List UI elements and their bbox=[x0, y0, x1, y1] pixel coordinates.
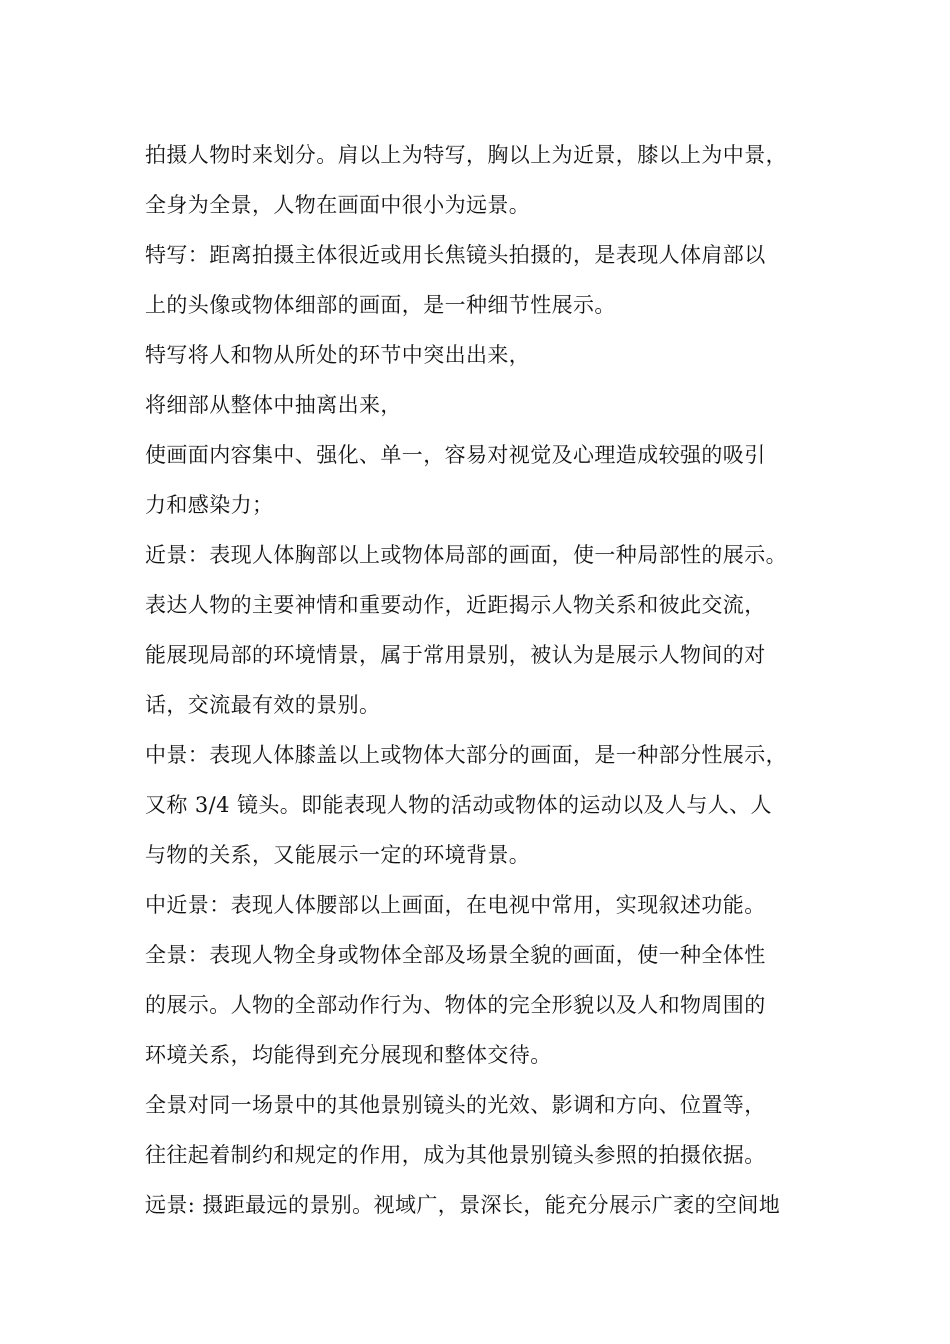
text-line: 表达人物的主要神情和重要动作，近距揭示人物关系和彼此交流， bbox=[145, 593, 766, 617]
text-line: 近景：表现人体胸部以上或物体局部的画面，使一种局部性的展示。 bbox=[145, 543, 787, 567]
text-line: 全身为全景，人物在画面中很小为远景。 bbox=[145, 193, 531, 217]
text-line: 往往起着制约和规定的作用，成为其他景别镜头参照的拍摄依据。 bbox=[145, 1143, 766, 1167]
text-line: 与物的关系，又能展示一定的环境背景。 bbox=[145, 843, 531, 867]
text-line: 全景：表现人物全身或物体全部及场景全貌的画面，使一种全体性 bbox=[145, 943, 766, 967]
text-line: 中近景：表现人体腰部以上画面，在电视中常用，实现叙述功能。 bbox=[145, 893, 766, 917]
text-line: 的展示。人物的全部动作行为、物体的完全形貌以及人和物周围的 bbox=[145, 993, 766, 1017]
text-line: 特写：距离拍摄主体很近或用长焦镜头拍摄的，是表现人体肩部以 bbox=[145, 243, 766, 267]
text-line: 环境关系，均能得到充分展现和整体交待。 bbox=[145, 1043, 552, 1067]
text-line: 能展现局部的环境情景，属于常用景别，被认为是展示人物间的对 bbox=[145, 643, 766, 667]
text-line: 特写将人和物从所处的环节中突出出来， bbox=[145, 343, 531, 367]
text-line: 将细部从整体中抽离出来， bbox=[145, 393, 402, 417]
text-line: 远景: 摄距最远的景别。视域广，景深长，能充分展示广袤的空间地 bbox=[145, 1193, 781, 1217]
text-line: 话，交流最有效的景别。 bbox=[145, 693, 381, 717]
document-body bbox=[145, 130, 835, 1230]
text-line: 上的头像或物体细部的画面，是一种细节性展示。 bbox=[145, 293, 616, 317]
text-line: 中景：表现人体膝盖以上或物体大部分的画面，是一种部分性展示， bbox=[145, 743, 787, 767]
text-line: 拍摄人物时来划分。肩以上为特写，胸以上为近景，膝以上为中景， bbox=[145, 143, 787, 167]
text-line: 又称 3/4 镜头。即能表现人物的活动或物体的运动以及人与人、人 bbox=[145, 793, 772, 817]
text-line: 力和感染力； bbox=[145, 493, 274, 517]
text-line: 使画面内容集中、强化、单一，容易对视觉及心理造成较强的吸引 bbox=[145, 443, 766, 467]
text-line: 全景对同一场景中的其他景别镜头的光效、影调和方向、位置等， bbox=[145, 1093, 766, 1117]
